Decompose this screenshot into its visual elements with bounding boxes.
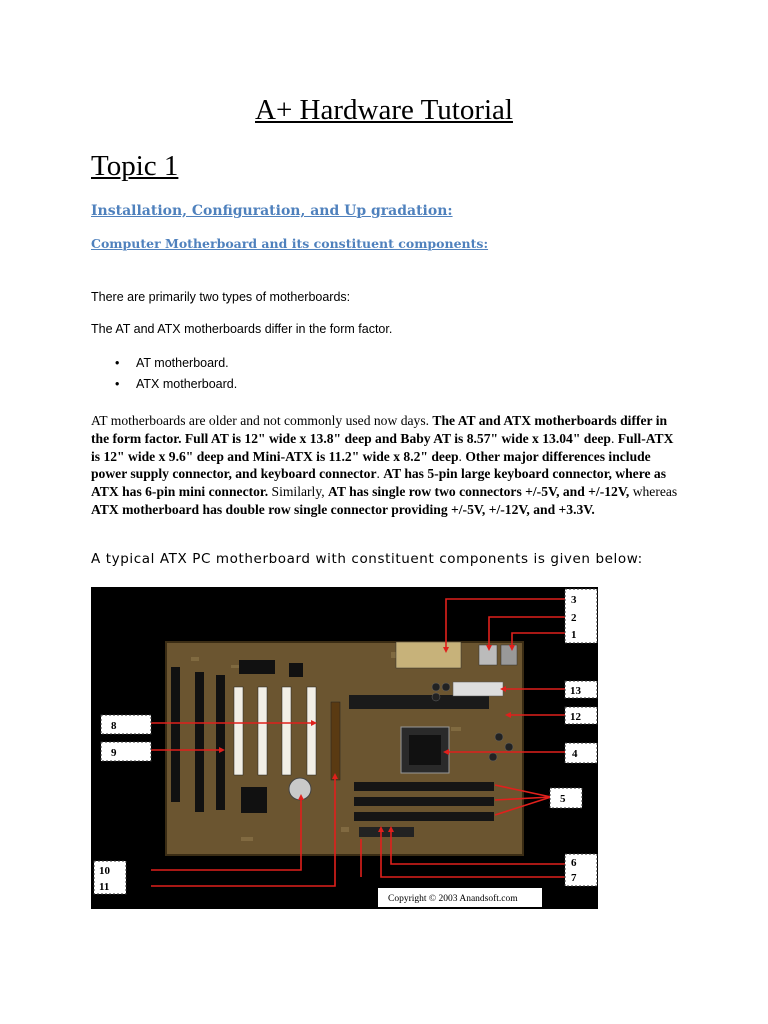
paragraph-bold-sentence: Full-ATX is 12" wide x 9.6" deep and Mini-ATX is 11.2" wide x 8.2" deep (91, 430, 674, 464)
label-10: 10 (99, 865, 110, 877)
ide-connector (359, 827, 414, 837)
paragraph-sentence: . (610, 430, 618, 446)
label-4: 4 (572, 748, 578, 760)
label-12: 12 (570, 711, 581, 723)
io-ports (396, 642, 461, 668)
label-3: 3 (571, 594, 577, 606)
label-6: 6 (571, 857, 577, 869)
agp-slot (331, 702, 340, 780)
paragraph-sentence: . (376, 466, 384, 482)
paragraph-bold-sentence: The AT and ATX motherboards differ in the form factor. Full AT is 12" wide x 13.8" deep and Baby AT is 8.57" wide x 13.04" deep (91, 413, 668, 446)
paragraph-bold-sentence: ATX motherboard has double row single connector providing +/-5V, +/-12V, and +3.3V. (91, 501, 595, 517)
label-13: 13 (570, 685, 581, 697)
paragraph-sentence: . (458, 448, 466, 464)
label-2: 2 (571, 612, 577, 624)
list-item-label: ATX motherboard. (136, 377, 238, 391)
label-9: 9 (111, 747, 117, 759)
isa-slots (171, 667, 225, 812)
list-item (91, 375, 237, 396)
label-11: 11 (99, 881, 110, 893)
bullet-icon: • (115, 377, 120, 391)
paragraph-sentence: Similarly, (268, 484, 329, 500)
figure-caption: A typical ATX PC motherboard with constituent components is given below: (91, 551, 643, 567)
paragraph-bold-sentence: Other major differences include power supply connector, and keyboard connector (91, 448, 651, 482)
cpu-slot (349, 695, 489, 709)
label-7: 7 (571, 872, 577, 884)
intro-line-1: There are primarily two types of motherboards: (91, 290, 351, 304)
motherboard-figure (91, 587, 598, 909)
bullet-icon: • (115, 356, 120, 370)
label-5: 5 (560, 793, 566, 805)
motherboard-diagram (91, 587, 598, 909)
intro-line-2: The AT and ATX motherboards differ in the form factor. (91, 322, 393, 336)
body-paragraph (91, 412, 681, 519)
paragraph-bold-sentence: AT has single row two connectors +/-5V, and +/-12V, (328, 484, 630, 500)
topic-heading: Topic 1 (91, 150, 179, 182)
paragraph-bold-sentence: AT has 5-pin large keyboard connector, where as ATX has 6-pin mini connector. (91, 466, 667, 500)
document-title: A+ Hardware Tutorial (255, 94, 513, 126)
list-item-label: AT motherboard. (136, 356, 229, 370)
list-item (91, 354, 237, 375)
subsection-heading: Computer Motherboard and its constituent components: (91, 236, 489, 251)
paragraph-sentence: whereas (629, 484, 678, 500)
copyright-text: Copyright © 2003 Anandsoft.com (388, 894, 518, 904)
ram-slots (354, 782, 494, 821)
section-heading: Installation, Configuration, and Up gradation: (91, 203, 453, 219)
label-1: 1 (571, 629, 577, 641)
bios-chip (241, 787, 267, 813)
motherboard-types-list (91, 354, 237, 396)
label-8: 8 (111, 720, 117, 732)
atx-power-connector (453, 682, 503, 696)
paragraph-sentence: AT motherboards are older and not commonly used now days. (91, 413, 433, 428)
